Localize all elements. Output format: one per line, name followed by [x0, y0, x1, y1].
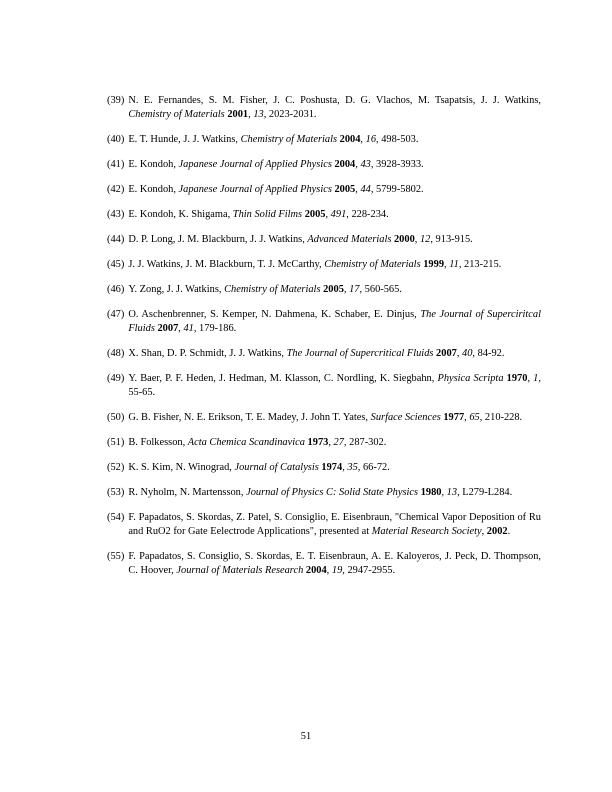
- reference-entry: [107, 94, 541, 122]
- reference-segment: ,: [414, 234, 420, 245]
- reference-number: (42): [107, 184, 125, 195]
- journal-or-volume: 43: [360, 159, 371, 170]
- reference-entry: [107, 347, 541, 361]
- year: 1999: [423, 259, 445, 270]
- reference-segment: E. Kondoh,: [128, 159, 179, 170]
- reference-segment: , 228-234.: [346, 209, 389, 220]
- reference-number: (46): [107, 284, 125, 295]
- reference-segment: B. Folkesson,: [128, 437, 188, 448]
- journal-or-volume: 1: [533, 373, 539, 384]
- journal-or-volume: Surface Sciences: [370, 412, 441, 423]
- journal-or-volume: 16: [365, 134, 377, 145]
- reference-segment: E. Kondoh, K. Shigama,: [128, 209, 233, 220]
- reference-segment: F. Papadatos, S. Consiglio, S. Skordas, E. T. Eisenbraun, A. E. Kaloyeros, J. Peck, D. Thompson, C. Hoover,: [128, 551, 541, 576]
- reference-entry: [107, 308, 541, 336]
- journal-or-volume: Journal of Physics C: Solid State Physics: [246, 487, 419, 498]
- journal-or-volume: 13: [253, 109, 264, 120]
- reference-entry: [107, 511, 541, 539]
- reference-segment: , 560-565.: [359, 284, 402, 295]
- reference-list: [107, 94, 541, 589]
- journal-or-volume: 40: [462, 348, 473, 359]
- journal-or-volume: 17: [349, 284, 360, 295]
- reference-number: (50): [107, 412, 125, 423]
- reference-number: (40): [107, 134, 125, 145]
- journal-or-volume: The Journal of Supercritical Fluids: [286, 348, 434, 359]
- reference-number: (39): [107, 95, 125, 106]
- reference-segment: , 3928-3933.: [370, 159, 424, 170]
- journal-or-volume: Acta Chemica Scandinavica: [187, 437, 305, 448]
- reference-segment: ,: [343, 284, 350, 295]
- reference-segment: Y. Baer, P. F. Heden, J. Hedman, M. Klasson, C. Nordling, K. Siegbahn,: [128, 373, 438, 384]
- reference-entry: [107, 372, 541, 400]
- reference-text: [128, 158, 541, 172]
- year: 1974: [321, 462, 343, 473]
- reference-text: [128, 347, 541, 361]
- journal-or-volume: Japanese Journal of Applied Physics: [178, 159, 332, 170]
- reference-segment: , 55-65.: [128, 373, 541, 398]
- reference-segment: , 179-186.: [193, 323, 237, 334]
- journal-or-volume: 491: [330, 209, 347, 220]
- journal-or-volume: Thin Solid Films: [232, 209, 303, 220]
- reference-segment: R. Nyholm, N. Martensson,: [128, 487, 247, 498]
- journal-or-volume: Chemistry of Materials: [224, 284, 321, 295]
- reference-number: (52): [107, 462, 125, 473]
- reference-segment: F. Papadatos, S. Skordas, Z. Patel, S. Consiglio, E. Eisenbraun, "Chemical Vapor Deposition of Ru and RuO2 for Gate Eelectrode Applications", presented at: [128, 512, 541, 537]
- journal-or-volume: Material Research Society: [371, 526, 482, 537]
- journal-or-volume: Advanced Materials: [307, 234, 392, 245]
- reference-number: (41): [107, 159, 125, 170]
- reference-text: [128, 183, 541, 197]
- reference-segment: D. P. Long, J. M. Blackburn, J. J. Watkins,: [128, 234, 308, 245]
- year: 2001: [227, 109, 249, 120]
- reference-entry: [107, 158, 541, 172]
- journal-or-volume: 13: [446, 487, 458, 498]
- reference-segment: O. Aschenbrenner, S. Kemper, N. Dahmena, K. Schaber, E. Dinjus,: [128, 309, 421, 320]
- reference-segment: ,: [456, 348, 463, 359]
- reference-text: [128, 94, 541, 122]
- reference-entry: [107, 550, 541, 578]
- journal-or-volume: Chemistry of Materials: [128, 109, 225, 120]
- reference-segment: , 913-915.: [430, 234, 473, 245]
- reference-number: (48): [107, 348, 125, 359]
- reference-entry: [107, 486, 541, 500]
- journal-or-volume: Journal of Materials Research: [176, 565, 304, 576]
- reference-segment: X. Shan, D. P. Schmidt, J. J. Watkins,: [128, 348, 287, 359]
- reference-segment: , 213-215.: [458, 259, 502, 270]
- reference-text: [128, 133, 541, 147]
- journal-or-volume: Chemistry of Materials: [240, 134, 338, 145]
- reference-segment: ,: [360, 134, 366, 145]
- reference-segment: ,: [325, 209, 331, 220]
- reference-segment: ,: [355, 184, 361, 195]
- reference-number: (54): [107, 512, 125, 523]
- reference-number: (47): [107, 309, 125, 320]
- reference-text: [128, 486, 541, 500]
- reference-number: (44): [107, 234, 125, 245]
- reference-segment: , 84-92.: [472, 348, 505, 359]
- reference-text: [128, 436, 541, 450]
- year: 2000: [393, 234, 415, 245]
- reference-segment: E. Kondoh,: [128, 184, 179, 195]
- reference-segment: , 2947-2955.: [342, 565, 396, 576]
- journal-or-volume: 44: [360, 184, 371, 195]
- page-number: 51: [300, 731, 312, 742]
- reference-entry: [107, 411, 541, 425]
- journal-or-volume: Physica Scripta: [437, 373, 504, 384]
- reference-number: (53): [107, 487, 125, 498]
- year: 2007: [157, 323, 179, 334]
- reference-segment: ,: [355, 159, 361, 170]
- reference-entry: [107, 283, 541, 297]
- year: 2004: [334, 159, 356, 170]
- year: 1973: [307, 437, 329, 448]
- reference-segment: J. J. Watkins, J. M. Blackburn, T. J. McCarthy,: [128, 259, 325, 270]
- journal-or-volume: Japanese Journal of Applied Physics: [178, 184, 332, 195]
- reference-entry: [107, 436, 541, 450]
- journal-or-volume: 11: [449, 259, 459, 270]
- reference-text: [128, 283, 541, 297]
- reference-number: (51): [107, 437, 125, 448]
- reference-number: (45): [107, 259, 125, 270]
- journal-or-volume: 19: [331, 565, 343, 576]
- reference-segment: , 287-302.: [343, 437, 387, 448]
- reference-segment: , 5799-5802.: [370, 184, 424, 195]
- journal-or-volume: 27: [333, 437, 344, 448]
- reference-entry: [107, 133, 541, 147]
- reference-number: (55): [107, 551, 125, 562]
- year: 2004: [339, 134, 361, 145]
- reference-segment: K. S. Kim, N. Winograd,: [128, 462, 235, 473]
- year: 2002: [486, 526, 508, 537]
- reference-segment: G. B. Fisher, N. E. Erikson, T. E. Madey, J. John T. Yates,: [128, 412, 371, 423]
- reference-text: [128, 208, 541, 222]
- reference-segment: ,: [441, 487, 447, 498]
- reference-segment: ,: [444, 259, 450, 270]
- reference-segment: ,: [527, 373, 534, 384]
- reference-text: [128, 372, 541, 400]
- reference-segment: ,: [178, 323, 184, 334]
- journal-or-volume: Chemistry of Materials: [324, 259, 421, 270]
- year: 2004: [305, 565, 327, 576]
- reference-segment: .: [507, 526, 511, 537]
- journal-or-volume: 41: [183, 323, 194, 334]
- year: 2005: [304, 209, 326, 220]
- journal-or-volume: 35: [347, 462, 358, 473]
- reference-text: [128, 411, 541, 425]
- reference-segment: ,: [248, 109, 254, 120]
- reference-segment: , 210-228.: [479, 412, 523, 423]
- reference-entry: [107, 208, 541, 222]
- reference-segment: Y. Zong, J. J. Watkins,: [128, 284, 225, 295]
- reference-segment: , 2023-2031.: [263, 109, 317, 120]
- reference-number: (49): [107, 373, 125, 384]
- reference-segment: E. T. Hunde, J. J. Watkins,: [128, 134, 241, 145]
- year: 1980: [420, 487, 442, 498]
- reference-segment: ,: [328, 437, 334, 448]
- journal-or-volume: The Journal of Superciritcal Fluids: [128, 309, 541, 334]
- year: 1970: [506, 373, 528, 384]
- reference-segment: , 66-72.: [357, 462, 390, 473]
- reference-text: [128, 308, 541, 336]
- reference-segment: ,: [464, 412, 470, 423]
- reference-segment: ,: [481, 526, 487, 537]
- reference-text: [128, 550, 541, 578]
- reference-segment: ,: [342, 462, 348, 473]
- reference-entry: [107, 258, 541, 272]
- reference-entry: [107, 461, 541, 475]
- year: 2005: [323, 284, 344, 295]
- year: 2007: [436, 348, 457, 359]
- reference-text: [128, 258, 541, 272]
- reference-text: [128, 461, 541, 475]
- reference-segment: N. E. Fernandes, S. M. Fisher, J. C. Poshusta, D. G. Vlachos, M. Tsapatsis, J. J. Watkins,: [128, 95, 541, 106]
- reference-entry: [107, 233, 541, 247]
- journal-or-volume: 12: [419, 234, 431, 245]
- reference-entry: [107, 183, 541, 197]
- reference-number: (43): [107, 209, 125, 220]
- reference-text: [128, 511, 541, 539]
- journal-or-volume: Journal of Catalysis: [234, 462, 319, 473]
- reference-segment: ,: [326, 565, 332, 576]
- reference-text: [128, 233, 541, 247]
- year: 2005: [334, 184, 356, 195]
- reference-segment: , 498-503.: [376, 134, 419, 145]
- journal-or-volume: 65: [469, 412, 480, 423]
- year: 1977: [443, 412, 465, 423]
- reference-segment: , L279-L284.: [457, 487, 513, 498]
